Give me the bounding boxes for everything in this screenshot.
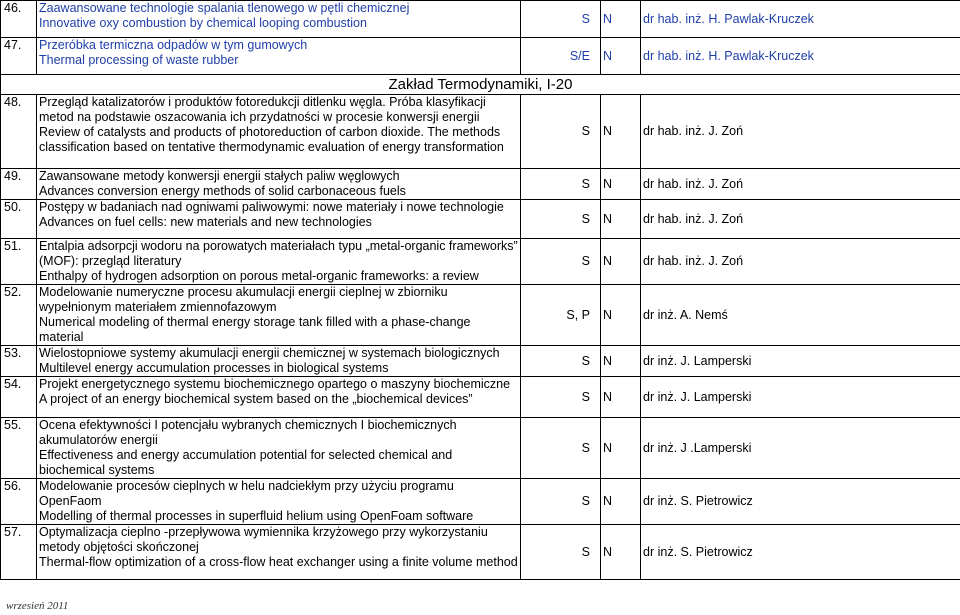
topic-title-polish: Ocena efektywności I potencjału wybranych chemicznych I biochemicznych akumulatorów energii	[39, 418, 457, 447]
topic-title-english: Thermal processing of waste rubber	[39, 53, 239, 67]
topic-type: S/E	[521, 38, 601, 75]
topic-number: 51.	[1, 239, 37, 285]
topic-number: 46.	[1, 1, 37, 38]
topic-title-english: Review of catalysts and products of photoreduction of carbon dioxide. The methods classification based on tentative thermodynamic evaluation of energy transformation	[39, 125, 504, 154]
topic-type: S	[521, 525, 601, 580]
topic-number: 54.	[1, 377, 37, 418]
topic-row	[1, 479, 960, 525]
topic-mode: N	[601, 239, 641, 285]
topic-row	[1, 377, 960, 418]
topic-row	[1, 200, 960, 239]
topic-title-english: Innovative oxy combustion by chemical looping combustion	[39, 16, 367, 30]
topic-row	[1, 95, 960, 169]
topic-title-polish: Entalpia adsorpcji wodoru na porowatych materiałach typu „metal-organic frameworks” (MOF): przegląd literatury	[39, 239, 518, 268]
topic-title	[37, 346, 521, 377]
topic-type: S	[521, 377, 601, 418]
topic-mode: N	[601, 285, 641, 346]
topic-mode: N	[601, 200, 641, 239]
topic-number: 56.	[1, 479, 37, 525]
topic-supervisor: dr hab. inż. H. Pawlak-Kruczek	[641, 1, 960, 38]
topic-mode: N	[601, 418, 641, 479]
topic-title-english: Enthalpy of hydrogen adsorption on porous metal-organic frameworks: a review	[39, 269, 479, 283]
topic-mode: N	[601, 169, 641, 200]
topic-supervisor: dr inż. S. Pietrowicz	[641, 479, 960, 525]
topic-title-polish: Modelowanie procesów cieplnych w helu nadciekłym przy użyciu programu OpenFaom	[39, 479, 454, 508]
department-heading: Zakład Termodynamiki, I-20	[1, 75, 960, 95]
topic-title-polish: Zawansowane metody konwersji energii stałych paliw węglowych	[39, 169, 400, 183]
topic-title-polish: Wielostopniowe systemy akumulacji energii chemicznej w systemach biologicznych	[39, 346, 500, 360]
topic-supervisor: dr hab. inż. J. Zoń	[641, 95, 960, 169]
topic-mode: N	[601, 346, 641, 377]
topic-title	[37, 200, 521, 239]
topic-type: S	[521, 346, 601, 377]
topic-supervisor: dr hab. inż. J. Zoń	[641, 169, 960, 200]
topic-mode: N	[601, 1, 641, 38]
topic-supervisor: dr inż. J .Lamperski	[641, 418, 960, 479]
topic-number: 48.	[1, 95, 37, 169]
topic-supervisor: dr hab. inż. J. Zoń	[641, 200, 960, 239]
topic-supervisor: dr inż. A. Nemś	[641, 285, 960, 346]
topic-type: S	[521, 418, 601, 479]
topic-row	[1, 418, 960, 479]
topic-title-polish: Zaawansowane technologie spalania tlenowego w pętli chemicznej	[39, 1, 410, 15]
topic-title	[37, 1, 521, 38]
topic-mode: N	[601, 38, 641, 75]
topic-number: 49.	[1, 169, 37, 200]
topic-supervisor: dr hab. inż. H. Pawlak-Kruczek	[641, 38, 960, 75]
topic-row	[1, 1, 960, 38]
topic-title-english: Modelling of thermal processes in superfluid helium using OpenFoam software	[39, 509, 474, 523]
topic-mode: N	[601, 479, 641, 525]
topic-title-english: Effectiveness and energy accumulation potential for selected chemical and biochemical systems	[39, 448, 453, 477]
topic-title-polish: Modelowanie numeryczne procesu akumulacji energii cieplnej w zbiorniku wypełnionym materiałem zmiennofazowym	[39, 285, 448, 314]
topic-mode: N	[601, 95, 641, 169]
topic-title	[37, 169, 521, 200]
topic-title-polish: Optymalizacja cieplno -przepływowa wymiennika krzyżowego przy wykorzystaniu metody objętości skończonej	[39, 525, 488, 554]
topic-mode: N	[601, 377, 641, 418]
topic-title-polish: Projekt energetycznego systemu biochemicznego opartego o maszyny biochemiczne	[39, 377, 511, 391]
topic-title-polish: Przegląd katalizatorów i produktów fotoredukcji ditlenku węgla. Próba klasyfikacji metod na podstawie oszacowania ich przydatności w procesie konwersji energii	[39, 95, 486, 124]
department-row	[1, 75, 960, 95]
topic-row	[1, 169, 960, 200]
topic-type: S	[521, 479, 601, 525]
topic-title	[37, 285, 521, 346]
footer-date: wrzesień 2011	[6, 600, 69, 612]
topic-type: S, P	[521, 285, 601, 346]
topic-type: S	[521, 200, 601, 239]
topic-row	[1, 346, 960, 377]
topic-type: S	[521, 95, 601, 169]
topic-title	[37, 377, 521, 418]
topic-title-english: Advances conversion energy methods of solid carbonaceous fuels	[39, 184, 406, 198]
topic-number: 47.	[1, 38, 37, 75]
topic-title	[37, 418, 521, 479]
topic-title	[37, 479, 521, 525]
topic-title-polish: Postępy w badaniach nad ogniwami paliwowymi: nowe materiały i nowe technologie	[39, 200, 504, 214]
topic-number: 55.	[1, 418, 37, 479]
topic-type: S	[521, 1, 601, 38]
topic-row	[1, 38, 960, 75]
topic-supervisor: dr inż. J. Lamperski	[641, 377, 960, 418]
topic-title-english: Thermal-flow optimization of a cross-flow heat exchanger using a finite volume method	[39, 555, 518, 569]
topic-number: 50.	[1, 200, 37, 239]
topic-title-english: Multilevel energy accumulation processes in biological systems	[39, 361, 389, 375]
topic-number: 53.	[1, 346, 37, 377]
topic-title-english: Advances on fuel cells: new materials and new technologies	[39, 215, 372, 229]
topic-title-english: A project of an energy biochemical system based on the „biochemical devices”	[39, 392, 473, 406]
topic-title	[37, 38, 521, 75]
topic-supervisor: dr inż. S. Pietrowicz	[641, 525, 960, 580]
topic-title-english: Numerical modeling of thermal energy storage tank filled with a phase-change material	[39, 315, 471, 344]
topic-supervisor: dr inż. J. Lamperski	[641, 346, 960, 377]
topic-title	[37, 239, 521, 285]
topic-title	[37, 95, 521, 169]
topic-number: 57.	[1, 525, 37, 580]
topic-supervisor: dr hab. inż. J. Zoń	[641, 239, 960, 285]
topic-row	[1, 285, 960, 346]
topic-number: 52.	[1, 285, 37, 346]
topic-type: S	[521, 239, 601, 285]
topics-table-body	[1, 1, 960, 580]
topic-mode: N	[601, 525, 641, 580]
topic-type: S	[521, 169, 601, 200]
topic-title-polish: Przeróbka termiczna odpadów w tym gumowych	[39, 38, 308, 52]
topic-row	[1, 239, 960, 285]
topic-row	[1, 525, 960, 580]
topic-title	[37, 525, 521, 580]
